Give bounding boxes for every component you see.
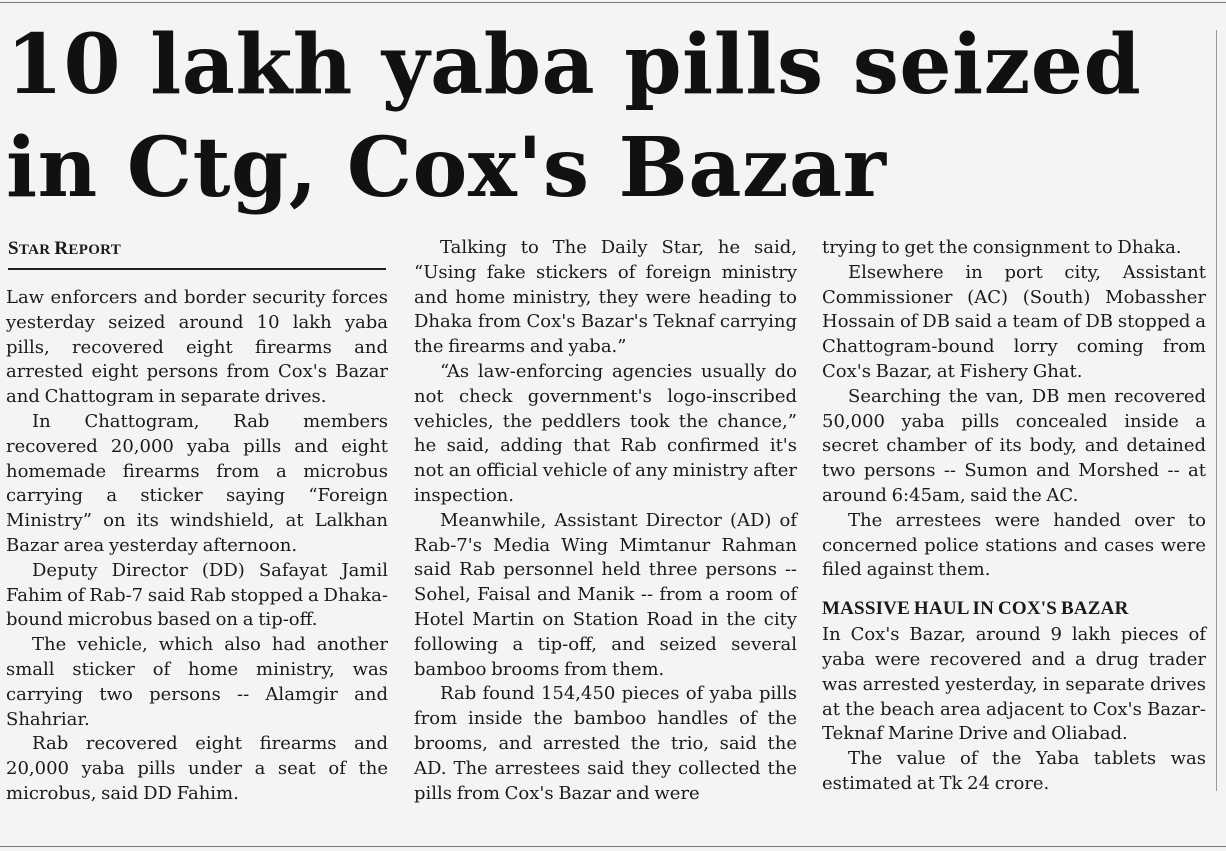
headline (6, 14, 1206, 220)
paragraph: Deputy Director (DD) Safayat Jamil Fahim of Rab-7 said Rab stopped a Dhaka-bound microbus based on a tip-off. (6, 559, 388, 631)
paragraph: The value of the Yaba tablets was estimated at Tk 24 crore. (822, 748, 1206, 794)
subheading: MASSIVE HAUL IN COX'S BAZAR (822, 598, 1129, 620)
column-3 (822, 236, 1206, 797)
paragraph: In Chattogram, Rab members recovered 20,000 yaba pills and eight homemade firearms from a microbus carrying a sticker saying “Foreign Ministry” on its windshield, at Lalkhan Bazar area yesterday afternoon. (6, 410, 388, 556)
paragraph: Rab found 154,450 pieces of yaba pills from inside the bamboo handles of the brooms, and arrested the trio, said the AD. The arrestees said they collected the pills from Cox's Bazar and were (414, 683, 797, 804)
paragraph: Law enforcers and border security forces yesterday seized around 10 lakh yaba pills, recovered eight firearms and arrested eight persons from Cox's Bazar and Chattogram in separate drives. (6, 287, 388, 408)
paragraph: Meanwhile, Assistant Director (AD) of Rab-7's Media Wing Mimtanur Rahman said Rab personnel held three persons -- Sohel, Faisal and Manik -- from a room of Hotel Martin on Station Road in the city following a tip-off, and seized several bamboo brooms from them. (414, 509, 797, 680)
column-rule (1216, 30, 1217, 791)
top-rule (0, 2, 1226, 3)
headline-line-2: in Ctg, Cox's Bazar (6, 120, 887, 216)
column-1 (6, 286, 388, 807)
bottom-rule (0, 846, 1226, 847)
paragraph: Searching the van, DB men recovered 50,000 yaba pills concealed inside a secret chamber of its body, and detained two persons -- Sumon and Morshed -- at around 6:45am, said the AC. (822, 385, 1206, 506)
paragraph-continued: trying to get the consignment to Dhaka. (822, 237, 1182, 258)
byline: STAR REPORT (8, 238, 386, 270)
paragraph: Elsewhere in port city, Assistant Commissioner (AC) (South) Mobassher Hossain of DB said a team of DB stopped a Chattogram-bound lorry coming from Cox's Bazar, at Fishery Ghat. (822, 261, 1206, 382)
column-2 (414, 236, 797, 806)
paragraph: Talking to The Daily Star, he said, “Using fake stickers of foreign ministry and home ministry, they were heading to Dhaka from Cox's Bazar's Teknaf carrying the firearms and yaba.” (414, 237, 797, 358)
paragraph: The vehicle, which also had another small sticker of home ministry, was carrying two persons -- Alamgir and Shahriar. (6, 634, 388, 730)
headline-line-1: 10 lakh yaba pills seized (6, 17, 1142, 113)
paragraph: In Cox's Bazar, around 9 lakh pieces of yaba were recovered and a drug trader was arrested yesterday, in separate drives at the beach area adjacent to Cox's Bazar-Teknaf Marine Drive and Oliabad. (822, 624, 1206, 745)
paragraph: “As law-enforcing agencies usually do not check government's logo-inscribed vehicles, the peddlers took the chance,” he said, adding that Rab confirmed it's not an official vehicle of any ministry after inspection. (414, 360, 797, 506)
paragraph: The arrestees were handed over to concerned police stations and cases were filed against them. (822, 509, 1206, 581)
paragraph: Rab recovered eight firearms and 20,000 yaba pills under a seat of the microbus, said DD Fahim. (6, 733, 388, 804)
